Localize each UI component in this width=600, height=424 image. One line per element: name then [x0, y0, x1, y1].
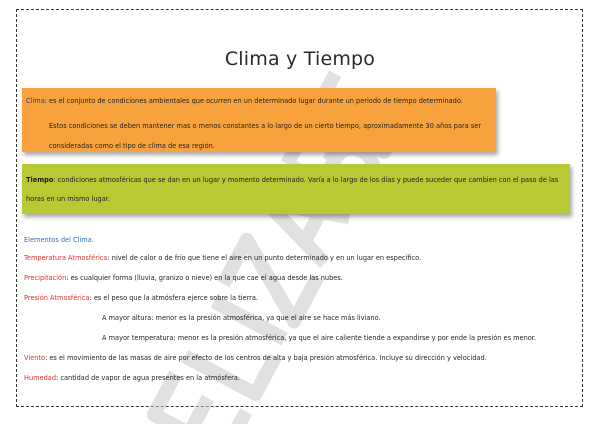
clima-definition: : es el conjunto de condiciones ambientales que ocurren en un determinado lugar durante un periodo de tiempo determinado.	[44, 97, 463, 105]
clima-line-2: Estos condiciones se deben mantener mas o menos constantes a lo largo de un cierto tiempo, aproximadamente 30 años para ser consideradas como el tipo de clima de esa región.	[49, 122, 482, 150]
viento-term: Viento	[24, 354, 46, 362]
tiempo-definition: : condiciones atmosféricas que se dan en un lugar y momento determinado. Varía a lo largo de los días y puede suceder que cambien con el paso de las horas en un mismo lugar.	[26, 176, 559, 203]
tiempo-box	[22, 164, 570, 214]
clima-line-1	[26, 97, 494, 106]
humedad-line	[24, 374, 240, 382]
presion-line	[24, 294, 258, 302]
viento-line	[24, 354, 487, 362]
precipitacion-line	[24, 274, 343, 282]
precipitacion-term: Precipitación	[24, 274, 67, 282]
temperatura-term: Temperatura Atmosférica	[24, 254, 108, 262]
elements-heading: Elementos del Clima.	[24, 236, 94, 244]
presion-note-temperatura: A mayor temperatura: menor es la presión atmosférica, ya que el aire caliente tiende a expandirse y por ende la presión es menor.	[102, 334, 537, 342]
page-title: Clima y Tiempo	[224, 48, 376, 70]
temperatura-line	[24, 254, 421, 262]
presion-term: Presión Atmosférica	[24, 294, 90, 302]
precipitacion-definition: : es cualquier forma (lluvia, granizo o nieve) en la que cae el agua desde las nubes.	[66, 274, 343, 282]
clima-box	[22, 88, 496, 152]
tiempo-paragraph	[26, 171, 568, 209]
temperatura-definition: : nivel de calor o de frío que tiene el aire en un punto determinado y en un lugar en específico.	[107, 254, 422, 262]
humedad-term: Humedad	[24, 374, 57, 382]
presion-definition: : es el peso que la atmósfera ejerce sobre la tierra.	[89, 294, 259, 302]
presion-note-altura: A mayor altura: menor es la presión atmosférica, ya que el aire se hace más liviano.	[102, 314, 381, 322]
viento-definition: : es el movimiento de las masas de aire por efecto de los centros de alta y baja presión atmosférica. Incluye su dirección y velocidad.	[45, 354, 487, 362]
clima-term: Clima	[26, 97, 45, 105]
tiempo-term: Tiempo	[26, 176, 54, 184]
humedad-definition: : cantidad de vapor de agua presentes en la atmósfera.	[56, 374, 241, 382]
